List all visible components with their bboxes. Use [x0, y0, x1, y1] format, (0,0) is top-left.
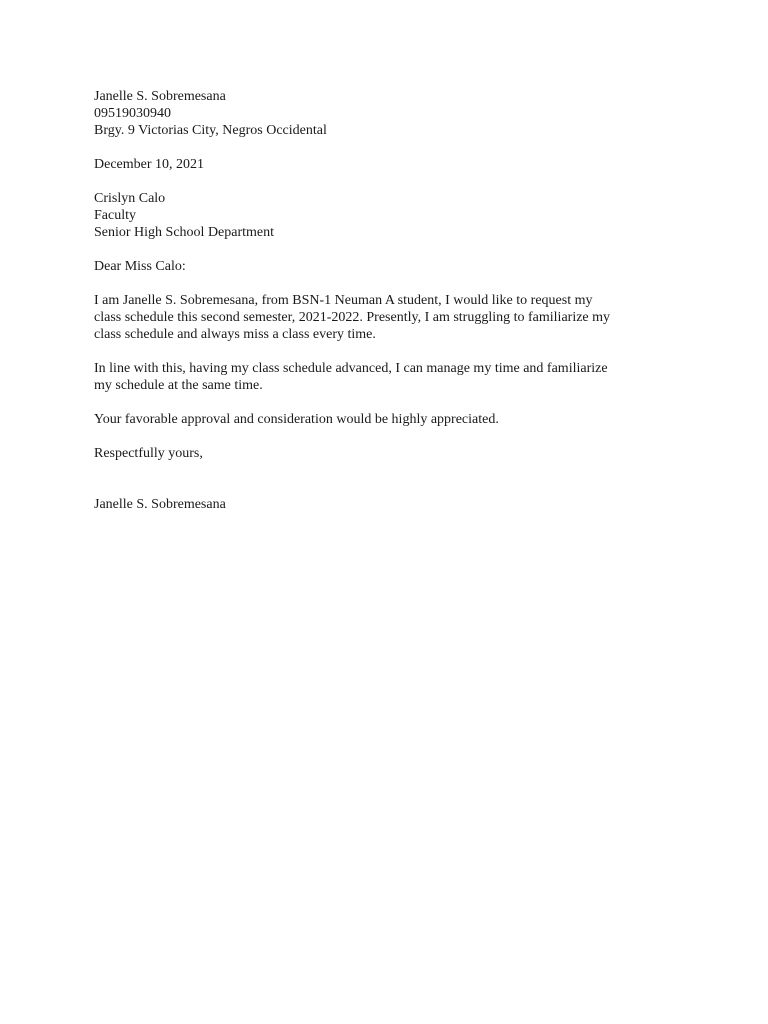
paragraph-line: In line with this, having my class schedule advanced, I can manage my time and familiarize — [94, 361, 608, 376]
sender-name: Janelle S. Sobremesana — [94, 89, 226, 104]
letter-body — [94, 88, 674, 513]
recipient-department: Senior High School Department — [94, 225, 275, 240]
sender-address: Brgy. 9 Victorias City, Negros Occidental — [94, 123, 327, 138]
paragraph-line: my schedule at the same time. — [94, 378, 263, 393]
body-paragraph-1 — [94, 292, 674, 343]
recipient-block — [94, 190, 674, 241]
sender-block — [94, 88, 674, 139]
closing: Respectfully yours, — [94, 446, 203, 461]
letter-date: December 10, 2021 — [94, 157, 205, 172]
paragraph-line: class schedule and always miss a class every time. — [94, 327, 376, 342]
paragraph-line: I am Janelle S. Sobremesana, from BSN-1 Neuman A student, I would like to request my — [94, 293, 593, 308]
signature-name: Janelle S. Sobremesana — [94, 497, 226, 512]
paragraph-line: class schedule this second semester, 2021-2022. Presently, I am struggling to familiarize my — [94, 310, 611, 325]
body-paragraph-3: Your favorable approval and consideration would be highly appreciated. — [94, 412, 499, 427]
salutation: Dear Miss Calo: — [94, 259, 186, 274]
recipient-name: Crislyn Calo — [94, 191, 166, 206]
sender-phone: 09519030940 — [94, 106, 171, 121]
body-paragraph-2 — [94, 360, 674, 394]
recipient-title: Faculty — [94, 208, 136, 223]
